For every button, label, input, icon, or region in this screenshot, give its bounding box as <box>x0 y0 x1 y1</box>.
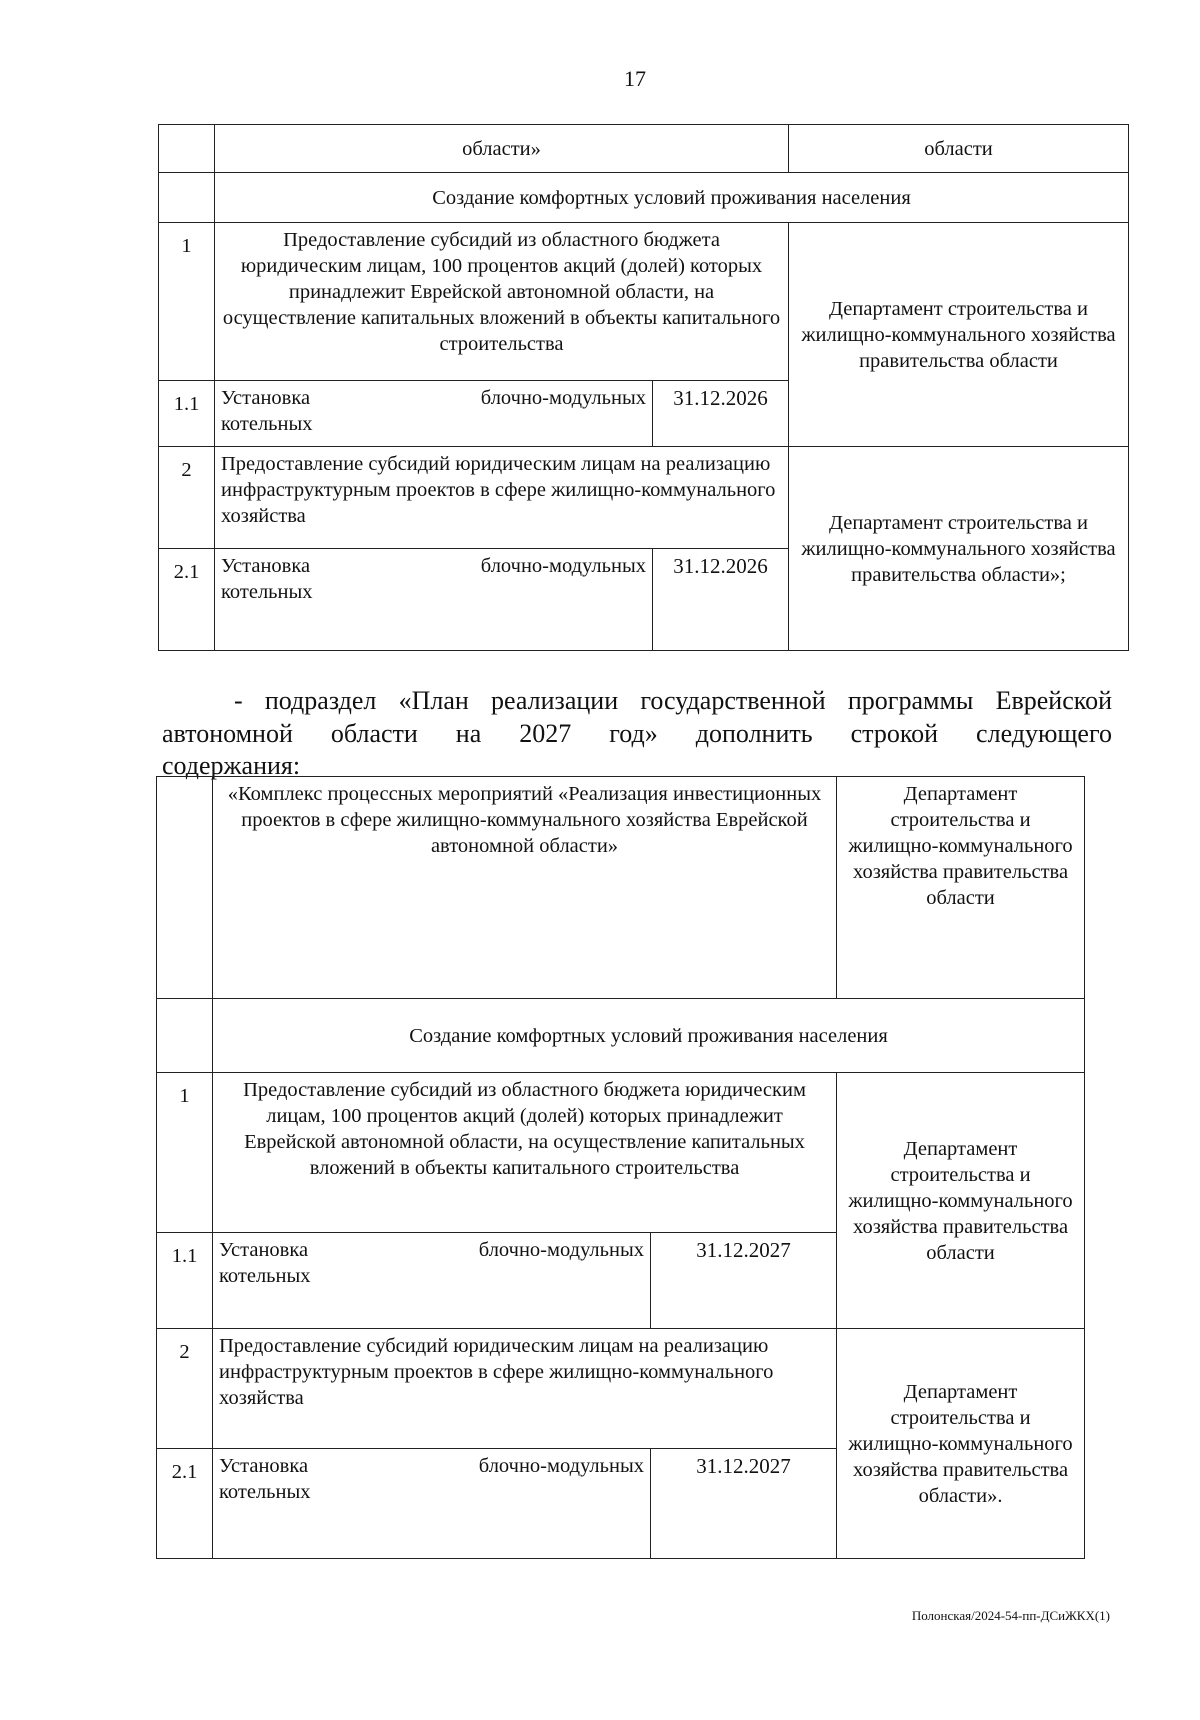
activity-word: блочно-модульных <box>480 555 646 577</box>
row-number: 1.1 <box>157 1233 213 1329</box>
activity-word: Установка <box>221 555 311 577</box>
table-row <box>157 1329 1085 1449</box>
row-number: 2 <box>157 1329 213 1449</box>
number-cell <box>159 125 215 173</box>
row-number: 2.1 <box>159 549 215 651</box>
activity-word: котельных <box>221 413 313 435</box>
number-cell <box>157 777 213 999</box>
plan-table-2027 <box>156 776 1085 1559</box>
table-row <box>157 1073 1085 1233</box>
page-number: 17 <box>624 66 646 91</box>
table-row <box>159 125 1129 173</box>
responsible-cell: Департамент строительства и жилищно-коммунального хозяйства правительства области <box>837 777 1085 999</box>
number-cell <box>157 999 213 1073</box>
activity-text <box>213 1449 651 1559</box>
activity-text: Предоставление субсидий юридическим лицам на реализацию инфраструктурным проектов в сфере жилищно-коммунального хозяйства <box>213 1329 837 1449</box>
responsible-cell: Департамент строительства и жилищно-коммунального хозяйства правительства области <box>837 1073 1085 1329</box>
activity-text <box>215 381 653 447</box>
table-row <box>159 223 1129 381</box>
deadline-date: 31.12.2026 <box>653 549 789 651</box>
responsible-cell: Департамент строительства и жилищно-коммунального хозяйства правительства области». <box>837 1329 1085 1559</box>
section-title: Создание комфортных условий проживания населения <box>213 999 1085 1073</box>
responsible-cell: Департамент строительства и жилищно-коммунального хозяйства правительства области»; <box>789 447 1129 651</box>
activity-text: Предоставление субсидий юридическим лицам на реализацию инфраструктурным проектов в сфере жилищно-коммунального хозяйства <box>215 447 789 549</box>
document-footer-code: Полонская/2024-54-пп-ДСиЖКХ(1) <box>911 1608 1110 1623</box>
row-number: 1.1 <box>159 381 215 447</box>
section-row <box>159 173 1129 223</box>
activity-text: Предоставление субсидий из областного бюджета юридическим лицам, 100 процентов акций (долей) которых принадлежит Еврейской автономной области, на осуществление капитальных вложений в объекты капитального строительства <box>213 1073 837 1233</box>
row-number: 2.1 <box>157 1449 213 1559</box>
row-number: 2 <box>159 447 215 549</box>
responsible-header-cell: области <box>789 125 1129 173</box>
section-row <box>157 999 1085 1073</box>
table-row <box>157 777 1085 999</box>
header-cell: области» <box>215 125 789 173</box>
activity-word: котельных <box>221 581 313 603</box>
row-number: 1 <box>159 223 215 381</box>
activity-text: Предоставление субсидий из областного бюджета юридическим лицам, 100 процентов акций (долей) которых принадлежит Еврейской автономной области, на осуществление капитальных вложений в объекты капитального строительства <box>215 223 789 381</box>
activity-word: Установка <box>219 1455 309 1477</box>
activity-text <box>215 549 653 651</box>
plan-table-2026 <box>158 124 1129 651</box>
activity-word: котельных <box>219 1481 311 1503</box>
section-title: Создание комфортных условий проживания населения <box>215 173 1129 223</box>
activity-word: Установка <box>221 387 311 409</box>
responsible-cell: Департамент строительства и жилищно-коммунального хозяйства правительства области <box>789 223 1129 447</box>
activity-word: блочно-модульных <box>480 387 646 409</box>
activity-word: блочно-модульных <box>478 1455 644 1477</box>
deadline-date: 31.12.2027 <box>651 1449 837 1559</box>
activity-word: Установка <box>219 1239 309 1261</box>
table-row <box>159 447 1129 549</box>
paragraph-line: автономной области на 2027 год» дополнить строкой следующего <box>162 719 1112 748</box>
activity-word: котельных <box>219 1265 311 1287</box>
number-cell <box>159 173 215 223</box>
complex-title: «Комплекс процессных мероприятий «Реализация инвестиционных проектов в сфере жилищно-коммунального хозяйства Еврейской автономной области» <box>213 777 837 999</box>
activity-text <box>213 1233 651 1329</box>
row-number: 1 <box>157 1073 213 1233</box>
activity-word: блочно-модульных <box>478 1239 644 1261</box>
paragraph-line: содержания: <box>162 751 301 780</box>
deadline-date: 31.12.2026 <box>653 381 789 447</box>
deadline-date: 31.12.2027 <box>651 1233 837 1329</box>
paragraph-line: - подраздел «План реализации государственной программы Еврейской <box>234 686 1112 715</box>
